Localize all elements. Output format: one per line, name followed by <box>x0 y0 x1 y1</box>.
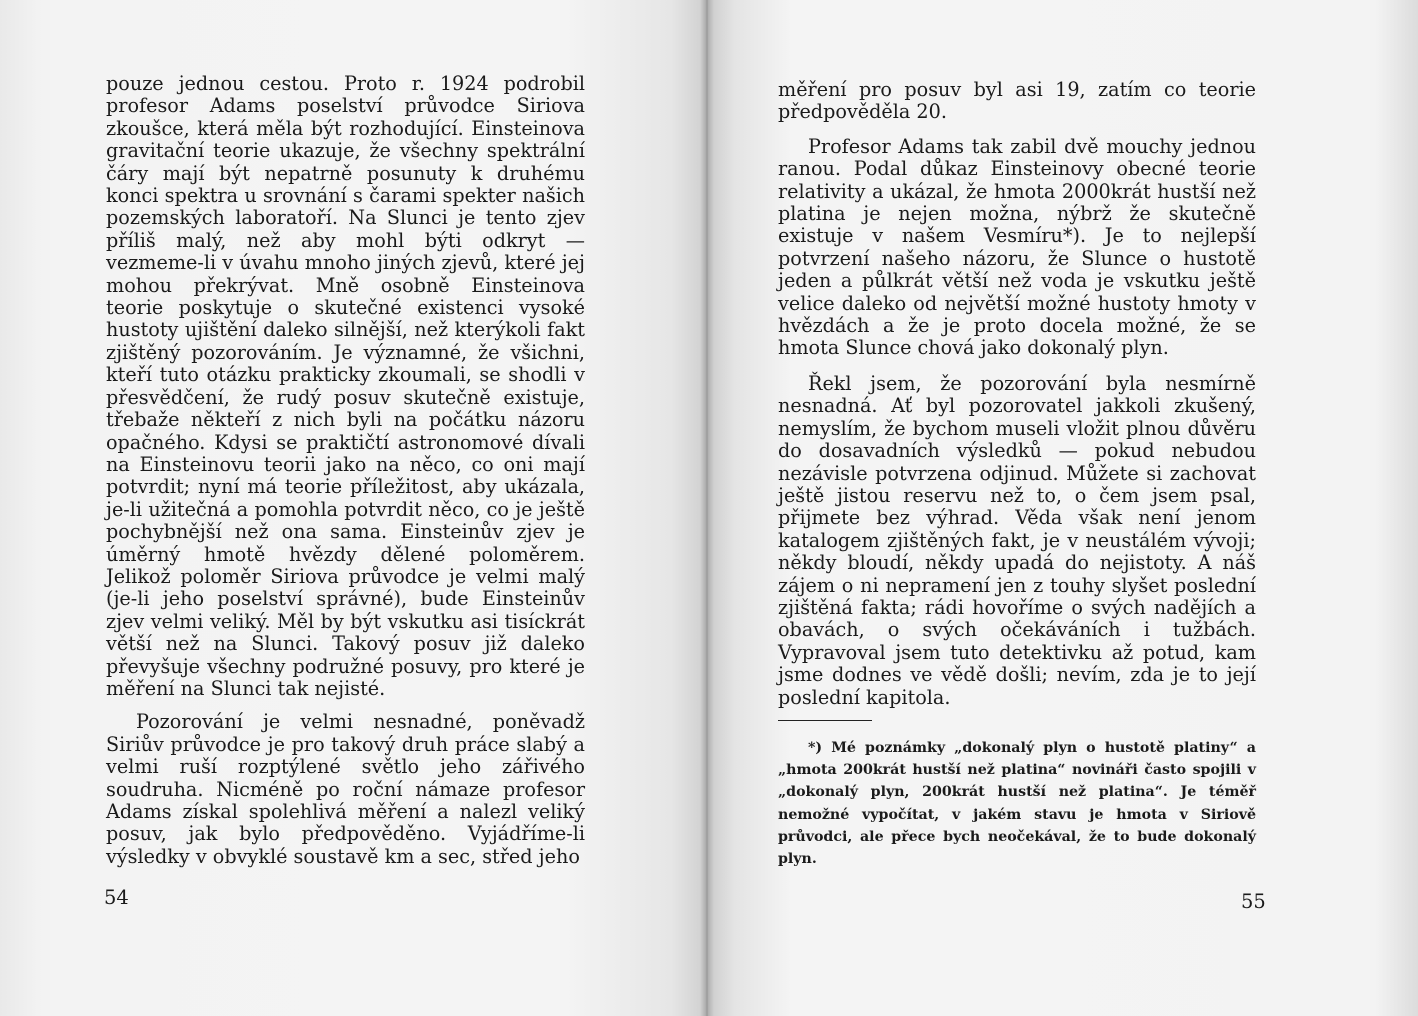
right-page-number: 55 <box>1241 890 1266 913</box>
footnote-divider <box>778 720 872 721</box>
right-paragraph-3: Řekl jsem, že pozorování byla nesmírně nesnadná. Ať byl pozorovatel jakkoli zkušený, nemyslím, že bychom museli vložit plnou důvěru do dosavadních výsledků — pokud nebudou nezávisle potvrzena odjinud. Můžete si zachovat ještě jistou reservu než to, o čem jsem psal, přijmete bez výhrad. Věda však není jenom katalogem zjištěných fakt, je v neustálém vývoji; někdy bloudí, někdy upadá do nejistoty. A náš zájem o ni nepramení jen z touhy slyšet poslední zjištěná fakta; rádi hovoříme o svých nadějích a obavách, o svých očekáváních i tužbách. Vypravoval jsem tuto detektivku až potud, kam jsme dodnes ve vědě došli; nevím, zda je to její poslední kapitola. <box>778 371 1256 709</box>
left-page-body <box>106 73 585 868</box>
right-paragraph-1: měření pro posuv byl asi 19, zatím co teorie předpověděla 20. <box>778 78 1256 124</box>
left-page <box>0 0 706 1016</box>
left-page-number: 54 <box>104 886 129 909</box>
left-paragraph-2: Pozorování je velmi nesnadné, poněvadž Siriův průvodce je pro takový druh práce slabý a velmi ruší rozptýlené světlo jeho zářivého soudruha. Nicméně po roční námaze profesor Adams získal spolehlivá měření a nalezl veliký posuv, jak bylo předpověděno. Vyjádříme-li výsledky v obvyklé soustavě km a sec, střed jeho <box>106 710 585 868</box>
right-paragraph-2: Profesor Adams tak zabil dvě mouchy jednou ranou. Podal důkaz Einsteinovy obecné teorie relativity a ukázal, že hmota 2000krát hustší než platina je nejen možna, nýbrž že skutečně existuje v našem Vesmíru*). Je to nejlepší potvrzení našeho názoru, že Slunce o hustotě jeden a půlkrát větší než voda je vskutku ještě velice daleko od největší možné hustoty hmoty v hvězdách a že je proto docela možné, že se hmota Slunce chová jako dokonalý plyn. <box>778 134 1256 360</box>
footnote <box>778 737 1256 870</box>
right-page-body <box>778 79 1256 709</box>
footnote-text: *) Mé poznámky „dokonalý plyn o hustotě platiny“ a „hmota 200krát hustší než platina“ novináři často spojili v „dokonalý plyn, 200krát hustší než platina“. Je téměř nemožné vypočítat, v jakém stavu je hmota v Siriově průvodci, ale přece bych neočekával, že to bude dokonalý plyn. <box>778 740 1256 868</box>
right-page <box>706 0 1418 1016</box>
left-paragraph-1: pouze jednou cestou. Proto r. 1924 podrobil profesor Adams poselství průvodce Siriova zkoušce, která měla být rozhodující. Einsteinova gravitační teorie ukazuje, že všechny spektrální čáry mají být nepatrně posunuty k druhému konci spektra u srovnání s čarami spekter našich pozemských laboratoří. Na Slunci je tento zjev příliš malý, než aby mohl býti odkryt — vezmeme-li v úvahu mnoho jiných zjevů, které jej mohou překrývat. Mně osobně Einsteinova teorie poskytuje o skutečné existenci vysoké hustoty ujištění daleko silnější, než kterýkoli fakt zjištěný pozorováním. Je významné, že všichni, kteří tuto otázku prakticky zkoumali, se shodli v přesvědčení, že rudý posuv skutečně existuje, třebaže někteří z nich byli na počátku názoru opačného. Kdysi se praktičtí astronomové dívali na Einsteinovu teorii jako na něco, co oni mají potvrdit; nyní má teorie příležitost, aby ukázala, je-li užitečná a pomohla potvrdit něco, co je ještě pochybnější než ona sama. Einsteinův zjev je úměrný hmotě hvězdy dělené poloměrem. Jelikož poloměr Siriova průvodce je velmi malý (je-li jeho poselství správné), bude Einsteinův zjev velmi veliký. Měl by být vskutku asi tisíckrát větší než na Slunci. Takový posuv již daleko převyšuje všechny podružné posuvy, pro které je měření na Slunci tak nejisté. <box>106 72 585 700</box>
